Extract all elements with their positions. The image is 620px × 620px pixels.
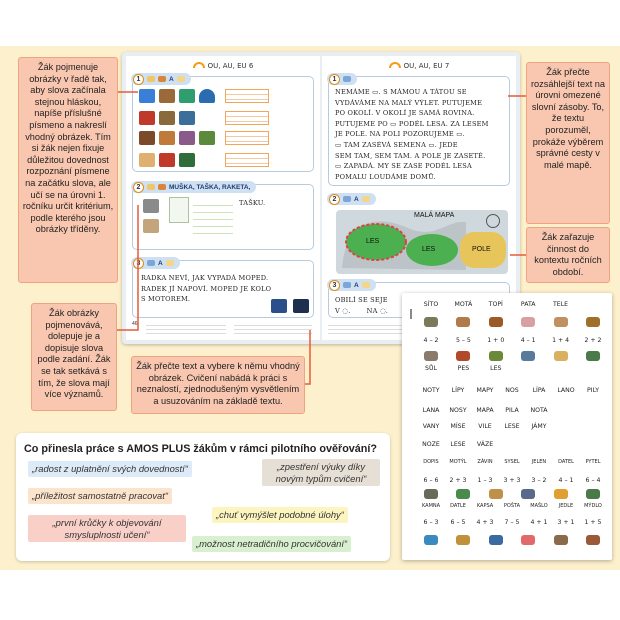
table-row: KAMNA DATLE KAPSA POŠTA MAŠLO JEDLE MÝDLO — [421, 503, 602, 509]
sun-icon — [362, 282, 370, 288]
picture-frame — [179, 131, 195, 145]
picture-frame — [199, 131, 215, 145]
picture-icon — [521, 317, 535, 327]
exercise-header — [327, 73, 357, 85]
picture-icon — [489, 535, 503, 545]
footnote-lines — [234, 322, 312, 334]
rainbow-icon — [389, 62, 401, 68]
picture-icon — [456, 489, 470, 499]
word-table-card — [402, 293, 612, 560]
picture-icon — [489, 489, 503, 499]
pencil-icon — [147, 76, 155, 82]
workbook-left-page — [126, 56, 320, 340]
result-tag: „první krůčky k objevování smysluplnosti učení“ — [28, 515, 186, 542]
sticker-slot[interactable] — [169, 197, 189, 223]
map-label-forest: LES — [422, 246, 436, 253]
picture-icon — [554, 489, 568, 499]
picture-frame — [139, 89, 155, 103]
picture-icon — [456, 535, 470, 545]
cow-picture — [159, 111, 175, 125]
row-marker — [410, 309, 416, 319]
writing-lines[interactable] — [225, 111, 269, 125]
picture-row — [139, 111, 269, 125]
footnote-lines — [328, 322, 408, 334]
exercise-header: 3 A — [131, 257, 180, 269]
picture-frame — [139, 131, 155, 145]
icon-row — [418, 535, 606, 545]
exercise-number: 3 — [329, 280, 340, 291]
fly-picture — [143, 199, 159, 213]
picture-row — [139, 153, 269, 167]
picture-icon — [424, 351, 438, 361]
map-label-field: POLE — [472, 246, 491, 253]
exercise-number: 1 — [133, 74, 144, 85]
map-label-forest: LES — [366, 238, 380, 245]
left-exercise-2 — [132, 184, 314, 250]
table-row: SÍTO MOTÁ TOPÍ PATA TELE — [423, 301, 569, 308]
picture-icon — [554, 535, 568, 545]
picture-row — [139, 89, 269, 103]
gift-picture — [179, 89, 195, 103]
callout-seasons: Žák zařazuje činnost do kontextu ročních období. — [526, 227, 610, 283]
exercise-text: NEMÁME ▭. S MÁMOU A TÁTOU SE VYDÁVÁME NA MALÝ VÝLET. PUTUJEME PO OKOLÍ. V OKOLÍ JE SAMÁ ROVINA. PUTUJEME PO ▭ PODÉL LESA. ZA LESEM JE POLE. NA POLI POZORUJEME ▭. ▭ TAM ZASÉVÁ SEMENA ▭. JEDE SEM TAM, SEM TAM. A POLE JE ZASETÉ. ▭ ZAPADÁ. MY SE ZASE PODÉL LESA POMALU LOUDÁME DOMŮ. — [335, 88, 489, 181]
picture-icon — [521, 535, 535, 545]
exercise-number: 1 — [329, 74, 340, 85]
exercise-text: RADKA NEVÍ, JAK VYPADÁ MOPED. RADEK JÍ NAPOVÍ. MOPED JE KOLO S MOTOREM. — [141, 274, 272, 304]
table-row: VANY MÍSE VILE LESE JÁMY — [422, 423, 547, 430]
callout-word-meanings: Žák obrázky pojmenovává, dolepuje je a dopisuje slova podle zadání. Žák se tak setkává s tím, že slova mají více významů. — [31, 303, 117, 411]
map-title: MALÁ MAPA — [414, 212, 455, 219]
footnote-lines — [146, 322, 226, 334]
result-tag: „možnost netradičního procvičování“ — [192, 536, 351, 552]
table-row: NOZE LESE VÁZE — [422, 441, 494, 448]
eye-icon — [343, 196, 351, 202]
eye-icon — [343, 76, 351, 82]
writing-lines[interactable] — [225, 153, 269, 167]
picture-icon — [424, 489, 438, 499]
flower-picture — [159, 153, 175, 167]
motorbike-picture — [293, 299, 309, 313]
left-exercise-3 — [132, 260, 314, 318]
picture-icon — [489, 317, 503, 327]
picture-row — [139, 131, 269, 145]
bicycle-picture — [179, 111, 195, 125]
bread-picture — [139, 153, 155, 167]
umbrella-picture — [199, 89, 215, 103]
picture-icon — [586, 317, 600, 327]
right-exercise-1 — [328, 76, 510, 186]
icon-row — [418, 489, 606, 499]
pencil-icon — [147, 184, 155, 190]
page-number: 46 — [132, 321, 138, 327]
picture-icon — [521, 489, 535, 499]
exercise-header: 2 A — [327, 193, 376, 205]
results-box — [16, 433, 390, 561]
sun-icon — [362, 196, 370, 202]
picture-icon — [489, 351, 503, 361]
table-row: 6 – 6 2 + 3 1 – 3 3 + 3 3 – 2 4 – 1 6 – 4 — [423, 477, 601, 484]
eye-icon — [147, 260, 155, 266]
icon-row — [418, 351, 606, 361]
bottom-strip — [0, 570, 620, 620]
table-row: DOPIS MOTÝL ZÁVIN SYSEL JELEN DATEL PYTEL — [423, 459, 601, 465]
exercise-text: OBILÍ SE SEJE V ◌. NA ◌. — [335, 296, 389, 315]
exercise-number: 2 — [329, 194, 340, 205]
picture-icon — [424, 317, 438, 327]
moped-picture — [271, 299, 287, 313]
lizard-picture — [179, 153, 195, 167]
result-tag: „radost z uplatnění svých dovedností“ — [28, 461, 192, 477]
map-drawing — [336, 210, 508, 274]
picture-icon — [586, 351, 600, 361]
table-row: 4 – 2 5 – 5 1 + 0 4 – 1 1 + 4 2 + 2 — [423, 337, 602, 344]
sun-icon — [166, 260, 174, 266]
callout-picture-sorting: Žák pojmenuje obrázky v řadě tak, aby slova začínala stejnou hláskou, napíše příslušné písmeno a nakreslí vhodný obrázek. Tím si žák nejen fixuje důležitou dovednost rozpoznání písmene na začátku slova, ale učí se na úrovni 1. ročníku určit kritérium, podle kterého jsou obrázky tříděny. — [18, 57, 118, 283]
table-row: SŮL PES LES — [425, 365, 502, 372]
compass-icon — [486, 214, 500, 228]
exercise-header: 2 MUŠKA, TAŠKA, RAKETA, — [131, 181, 256, 193]
result-tag: „zpestření výuky díky novým typům cvičení“ — [262, 459, 380, 486]
writing-lines[interactable] — [225, 89, 269, 103]
picture-frame — [159, 131, 175, 145]
writing-lines[interactable] — [225, 131, 269, 145]
exercise-header: 1 A — [131, 73, 191, 85]
picture-icon — [521, 351, 535, 361]
results-heading: Co přinesla práce s AMOS PLUS žákům v rámci pilotního ověřování? — [24, 443, 377, 455]
exercise-header: 3 A — [327, 279, 376, 291]
result-tag: „chuť vymýšlet podobné úlohy“ — [212, 507, 348, 523]
icon-row — [418, 317, 606, 327]
eye-icon — [343, 282, 351, 288]
picture-icon — [586, 489, 600, 499]
picture-frame — [159, 89, 175, 103]
picture-icon — [554, 317, 568, 327]
writing-lines[interactable] — [193, 199, 233, 239]
table-row: 6 – 3 6 – 5 4 + 3 7 – 5 4 + 1 3 + 1 1 + 5 — [423, 519, 602, 526]
table-row: NOTY LÍPY MAPY NOS LÍPA LANO PILY — [422, 387, 599, 394]
rainbow-icon — [193, 62, 205, 68]
glue-icon — [158, 184, 166, 190]
picture-icon — [424, 535, 438, 545]
picture-icon — [554, 351, 568, 361]
exercise-word: TAŠKU. — [239, 199, 266, 207]
left-exercise-1 — [132, 76, 314, 172]
picture-icon — [456, 351, 470, 361]
exercise-number: 3 — [133, 258, 144, 269]
picture-icon — [586, 535, 600, 545]
small-map — [336, 210, 508, 274]
picture-icon — [456, 317, 470, 327]
callout-reading-map: Žák přečte rozsáhlejší text na úrovni omezené slovní zásoby. To, že textu porozuměl, prokáže výběrem správné cesty v malé mapě. — [526, 62, 610, 224]
right-page-title: OU, AU, EU 7 — [322, 62, 516, 70]
bag-picture — [143, 219, 159, 233]
sun-icon — [177, 76, 185, 82]
exercise-number: 2 — [133, 182, 144, 193]
guitar-picture — [139, 111, 155, 125]
table-row: LANA NOSY MAPA PILA NOTA — [422, 407, 548, 414]
left-page-title: OU, AU, EU 6 — [126, 62, 320, 70]
result-tag: „příležitost samostatně pracovat“ — [28, 488, 172, 504]
callout-text-picture: Žák přečte text a vybere k němu vhodný obrázek. Cvičení nabádá k práci s neznalostí, zjednodušeným vysvětlením a usuzováním na základě textu. — [131, 356, 305, 414]
glue-icon — [158, 76, 166, 82]
